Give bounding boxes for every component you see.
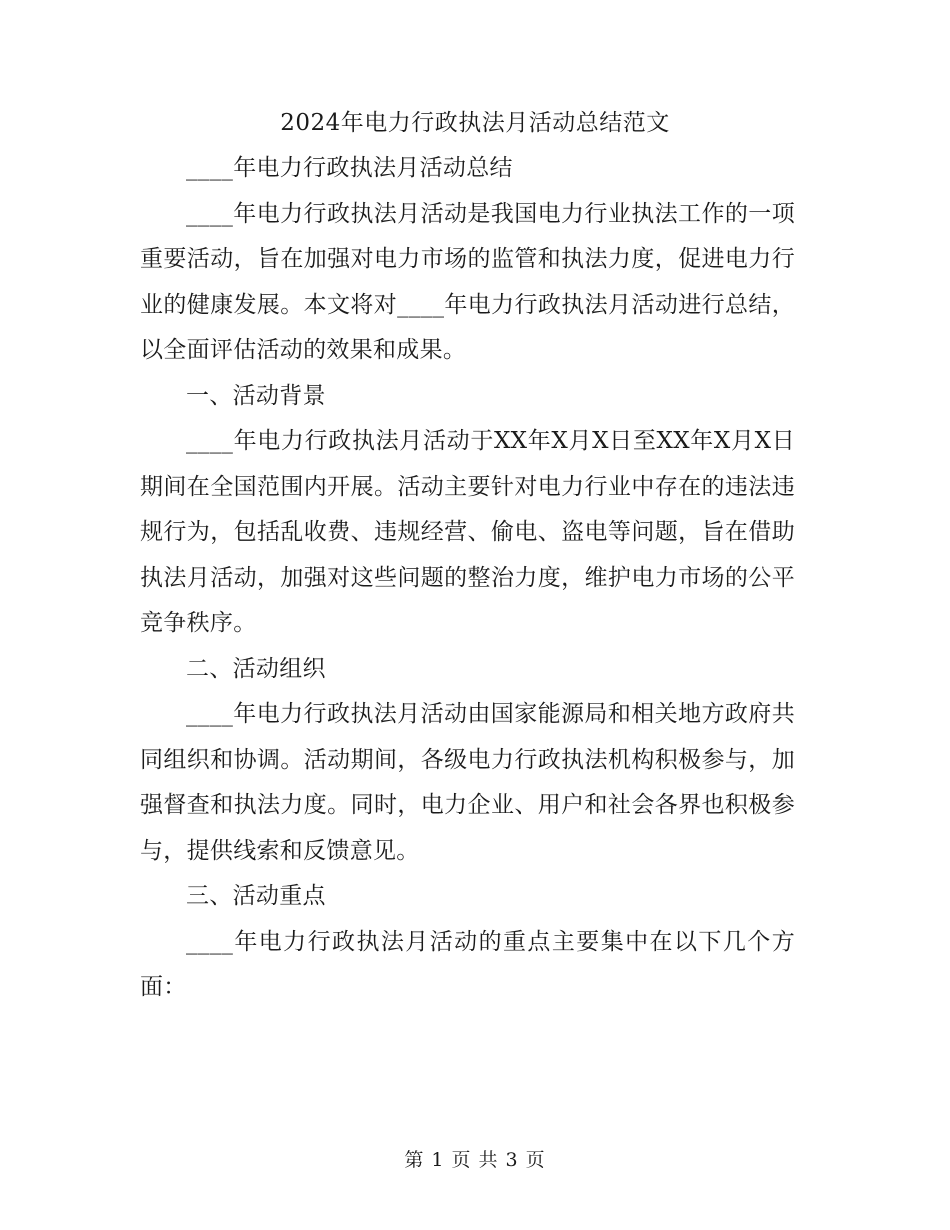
paragraph-background: ____年电力行政执法月活动于XX年X月X日至XX年X月X日期间在全国范围内开展。活动主要针对电力行业中存在的违法违规行为，包括乱收费、违规经营、偷电、盗电等问题，旨在借助执法月活动，加强对这些问题的整治力度，维护电力市场的公平竞争秩序。 (140, 428, 795, 636)
page-number-footer: 第 1 页 共 3 页 (404, 1149, 546, 1171)
section-heading-focus: 三、活动重点 (186, 883, 326, 909)
section-heading-background: 一、活动背景 (186, 382, 326, 409)
paragraph-subtitle: ____年电力行政执法月活动总结 (186, 155, 513, 181)
paragraph-organization: ____年电力行政执法月活动由国家能源局和相关地方政府共同组织和协调。活动期间，各级电力行政执法机构积极参与，加强督查和执法力度。同时，电力企业、用户和社会各界也积极参与，提供线索和反馈意见。 (140, 701, 795, 864)
paragraph-focus: ____年电力行政执法月活动的重点主要集中在以下几个方面： (140, 928, 795, 1000)
section-heading-organization: 二、活动组织 (186, 655, 326, 682)
paragraph-intro: ____年电力行政执法月活动是我国电力行业执法工作的一项重要活动，旨在加强对电力市场的监管和执法力度，促进电力行业的健康发展。本文将对____年电力行政执法月活动进行总结，以全面评估活动的效果和成果。 (140, 200, 795, 363)
document-body (140, 146, 795, 1011)
document-title: 2024年电力行政执法月活动总结范文 (280, 110, 670, 136)
